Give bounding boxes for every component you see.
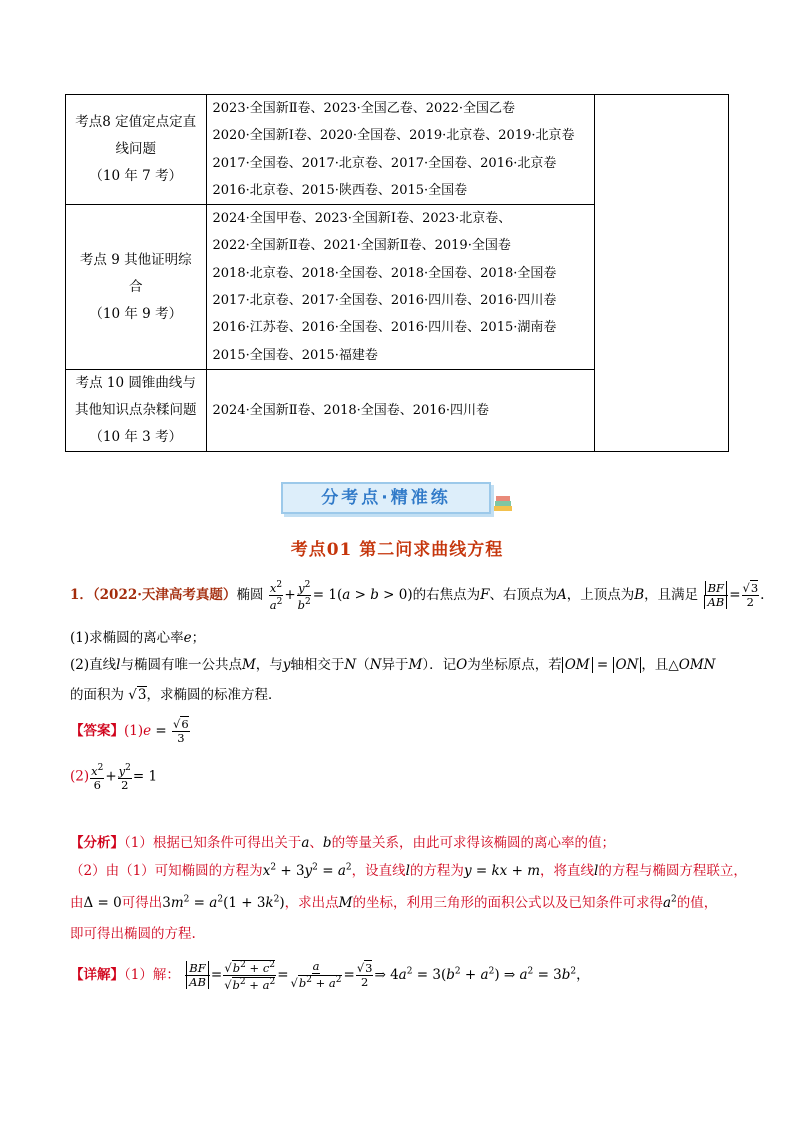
paper-line: 2024·全国甲卷、2023·全国新Ⅰ卷、2023·北京卷、 [212,211,512,227]
var: M [408,657,423,673]
analysis-line-1: 【分析】（1）根据已知条件可得出关于a、b的等量关系，由此可求得该椭圆的离心率的值； [70,835,616,851]
paper-line: 2015·全国卷、2015·福建卷 [212,347,378,363]
problem-number: 1． [70,586,93,603]
text: 与椭圆有唯一公共点 [120,657,242,673]
banner-label: 分考点·精准练 [281,482,491,514]
topic-line: 合 [129,278,143,295]
problem-source: （2022·天津高考真题） [92,586,237,603]
question-2-cont: 的面积为 √3，求椭圆的标准方程． [70,687,282,703]
papers-cell [206,205,595,370]
text: 椭圆 [236,586,264,603]
topic-cell [66,369,207,451]
text: 由 [70,895,84,911]
text: ，将直线 [540,863,594,879]
topic-cell [66,95,207,205]
topic-line: 线问题 [115,141,156,158]
var: l [116,657,121,673]
section-banner [281,482,511,514]
text: (1) [124,723,144,739]
paper-line: 2023·全国新Ⅱ卷、2023·全国乙卷、2022·全国乙卷 [212,101,515,116]
text: 、 [309,835,323,851]
topic-line: （10 年 7 考） [89,168,183,185]
answer-line-2: (2) $\frac{x^2}{6}$ + $\frac{y^2}{2}$ = 1 [70,763,158,792]
var: e [183,630,192,646]
text: ，且 [641,657,669,673]
books-icon [493,494,513,512]
var: O [456,657,468,673]
text: 异于 [381,657,409,673]
text: 的面积为 [70,687,124,703]
text: 、右顶点为 [489,586,557,603]
topic-line: 考点 9 其他证明综 [79,251,192,268]
text: (2) [70,768,90,785]
text: 可得出 [121,895,163,911]
paper-line: 2016·北京卷、2015·陕西卷、2015·全国卷 [212,182,468,198]
text: 的等量关系，由此可求得该椭圆的离心率的值； [331,835,616,851]
problem-statement: 1．（2022·天津高考真题）椭圆 $\frac{x^2}{a^2}$ + $\frac{y^2}{b^2}$ = 1(a > b > 0)的右焦点为F、右顶点为A，上顶点为B，且满足 $\frac{BF}{AB}$ = $\frac{√3}{2}$ . [70,580,765,612]
text: ， [576,966,590,983]
question-1 [70,626,205,646]
section-title: 考点01 第二问求曲线方程 [290,540,504,560]
text: ，设直线 [351,863,406,879]
topic-cell [66,205,207,370]
analysis-tag: 【分析】 [70,835,124,851]
text: （1）解： [124,966,180,983]
text: ； [191,630,206,646]
text: (1)求椭圆的离心率 [70,630,184,646]
topic-line: 考点8 定值定点定直 [75,114,197,131]
topic-line: （10 年 3 考） [89,428,183,445]
paper-line: 2020·全国新Ⅰ卷、2020·全国卷、2019·北京卷、2019·北京卷 [212,128,575,144]
text: 的值， [676,895,718,911]
text: 的坐标，利用三角形的面积公式以及已知条件可求得 [352,895,663,911]
analysis-line-2: （2）由（1）可知椭圆的方程为$x^2 + 3y^2 = a^2$，设直线l的方程为y = kx + m，将直线l的方程与椭圆方程联立， [70,862,747,879]
paper-line: 2018·北京卷、2018·全国卷、2018·全国卷、2018·全国卷 [212,265,557,281]
topic-line: （10 年 9 考） [89,305,183,322]
paper-line: 2022·全国新Ⅱ卷、2021·全国新Ⅱ卷、2019·全国卷 [212,238,511,254]
text: 为坐标原点，若 [467,657,562,673]
text: 轴相交于 [290,657,345,673]
papers-cell [206,369,595,451]
question-2: (2)直线l与椭圆有唯一公共点M，与y轴相交于N（N异于M）．记O为坐标原点，若 OM = ON ，且△OMN [70,657,716,673]
text: (2)直线 [70,657,117,673]
detail-tag: 【详解】 [70,966,124,983]
detail-line-1: 【详解】（1）解： $\frac{BF}{AB}$ = $\frac{√b^2 + c^2}{√b^2 + a^2}$ = $\frac{a}{√b^2 + a^2}$ = $\frac{√3}{2}$ ⇒ $4a^2 = 3(b^2 + a^2)$ ⇒ $a^2 = 3b^2$， [70,959,590,992]
answer-tag: 【答案】 [70,723,124,739]
text: （1）根据已知条件可得出关于 [124,835,302,851]
text: 的方程与椭圆方程联立， [598,863,747,879]
paper-line: 2024·全国新Ⅱ卷、2018·全国卷、2016·四川卷 [212,402,489,418]
answer-line-1: 【答案】(1)e = $\frac{√6}{3}$ [70,717,189,745]
table-row [66,95,729,205]
var: y [282,657,291,673]
exam-topic-table [65,94,729,452]
var: A [556,586,567,603]
text: ，与 [255,657,283,673]
empty-cell [595,95,729,452]
analysis-line-4 [70,922,196,942]
text: 即可得出椭圆的方程. [70,926,196,942]
text: ，求出点 [284,895,339,911]
analysis-line-3: 由Δ = 0可得出$3m^2 = a^2(1 + 3k^2)$，求出点M的坐标，利用三角形的面积公式以及已知条件可求得$a^2$的值， [70,894,718,911]
var: M [241,657,256,673]
paper-line: 2017·北京卷、2017·全国卷、2016·四川卷、2016·四川卷 [212,293,557,309]
text: ，求椭圆的标准方程． [146,687,282,703]
text: 的右焦点为 [412,586,481,603]
text: 的方程为 [409,863,464,879]
var: F [480,586,490,603]
text: （2）由（1）可知椭圆的方程为 [70,863,263,879]
paper-line: 2016·江苏卷、2016·全国卷、2016·四川卷、2015·湖南卷 [212,320,557,336]
var: N [344,657,357,673]
text: ）．记 [422,657,457,673]
var: B [634,586,645,603]
paper-line: 2017·全国卷、2017·北京卷、2017·全国卷、2016·北京卷 [212,155,557,171]
text: （ [356,657,370,673]
papers-cell [206,95,595,205]
topic-line: 其他知识点杂糅问题 [75,401,197,418]
topic-line: 考点 10 圆锥曲线与 [75,374,196,391]
text: ，且满足 [644,586,699,603]
var: N [369,657,382,673]
text: ，上顶点为 [566,586,635,603]
